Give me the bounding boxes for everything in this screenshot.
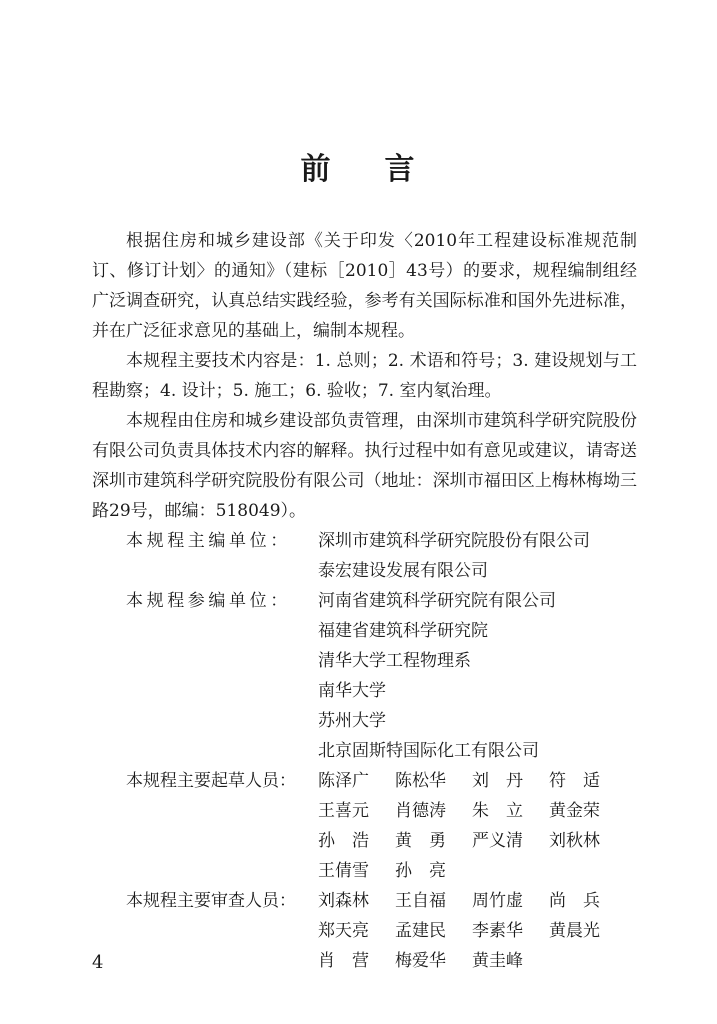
participating-units-row	[92, 586, 637, 616]
person-name: 黄圭峰	[472, 951, 523, 971]
person-name: 刘森林	[318, 891, 369, 911]
person-name: 陈松华	[395, 771, 446, 791]
participating-unit-item: 南华大学	[318, 681, 386, 701]
label-spacer	[92, 856, 318, 886]
name-list	[318, 826, 637, 856]
document-body	[92, 226, 637, 976]
participating-unit-item: 清华大学工程物理系	[318, 651, 471, 671]
reviewers-row	[92, 886, 637, 916]
participating-unit-item: 北京固斯特国际化工有限公司	[318, 741, 539, 761]
person-name: 孙 浩	[318, 831, 369, 851]
page-title	[0, 150, 717, 190]
label-spacer	[92, 556, 318, 586]
person-name: 王喜元	[318, 801, 369, 821]
reviewers-row	[92, 946, 637, 976]
chief-unit-item: 深圳市建筑科学研究院股份有限公司	[318, 531, 590, 551]
page-number: 4	[92, 952, 104, 973]
participating-units-section	[92, 586, 637, 766]
chief-units-label: 本规程主编单位：	[126, 531, 291, 551]
chief-units-section	[92, 526, 637, 586]
label-spacer	[92, 796, 318, 826]
person-name: 孙 亮	[395, 861, 446, 881]
paragraph-background: 根据住房和城乡建设部《关于印发〈2010年工程建设标准规范制订、修订计划〉的通知》（建标［2010］43号）的要求，规程编制组经广泛调查研究，认真总结实践经验，参考有关国际标准和国外先进标准，并在广泛征求意见的基础上，编制本规程。	[92, 231, 637, 341]
paragraph-contents: 本规程主要技术内容是：1. 总则；2. 术语和符号；3. 建设规划与工程勘察；4. 设计；5. 施工；6. 验收；7. 室内氡治理。	[92, 351, 637, 401]
participating-unit-item: 福建省建筑科学研究院	[318, 621, 488, 641]
title-char-2: 言	[384, 152, 417, 187]
label-spacer	[92, 646, 318, 676]
label-spacer	[92, 706, 318, 736]
person-name: 周竹虚	[472, 891, 523, 911]
drafters-row	[92, 856, 637, 886]
name-list	[318, 766, 637, 796]
person-name: 孟建民	[395, 921, 446, 941]
label-spacer	[92, 676, 318, 706]
participating-unit-item: 河南省建筑科学研究院有限公司	[318, 591, 556, 611]
name-list	[318, 886, 637, 916]
participating-units-row	[92, 706, 637, 736]
name-list	[318, 796, 637, 826]
person-name: 郑天亮	[318, 921, 369, 941]
participating-units-row	[92, 646, 637, 676]
person-name: 黄金荣	[549, 801, 600, 821]
drafters-section	[92, 766, 637, 886]
title-char-1: 前	[300, 152, 333, 187]
participating-units-row	[92, 676, 637, 706]
label-spacer	[92, 826, 318, 856]
chief-units-row	[92, 526, 637, 556]
person-name: 刘秋林	[549, 831, 600, 851]
chief-unit-item: 泰宏建设发展有限公司	[318, 561, 488, 581]
person-name: 王自福	[395, 891, 446, 911]
drafters-label: 本规程主要起草人员：	[126, 771, 296, 791]
person-name: 王倩雪	[318, 861, 369, 881]
person-name: 肖 营	[318, 951, 369, 971]
drafters-row	[92, 796, 637, 826]
drafters-row	[92, 826, 637, 856]
reviewers-label: 本规程主要审查人员：	[126, 891, 296, 911]
reviewers-section	[92, 886, 637, 976]
participating-unit-item: 苏州大学	[318, 711, 386, 731]
person-name: 朱 立	[472, 801, 523, 821]
person-name: 李素华	[472, 921, 523, 941]
person-name: 梅爱华	[395, 951, 446, 971]
label-spacer	[92, 916, 318, 946]
label-spacer	[92, 736, 318, 766]
reviewers-row	[92, 916, 637, 946]
participating-units-row	[92, 736, 637, 766]
person-name: 黄晨光	[549, 921, 600, 941]
label-spacer	[92, 946, 318, 976]
person-name: 尚 兵	[549, 891, 600, 911]
name-list	[318, 946, 637, 976]
label-spacer	[92, 616, 318, 646]
chief-units-row	[92, 556, 637, 586]
person-name: 陈泽广	[318, 771, 369, 791]
participating-units-row	[92, 616, 637, 646]
person-name: 肖德涛	[395, 801, 446, 821]
person-name: 严义清	[472, 831, 523, 851]
participating-units-label: 本规程参编单位：	[126, 591, 291, 611]
drafters-row	[92, 766, 637, 796]
name-list	[318, 916, 637, 946]
paragraph-management: 本规程由住房和城乡建设部负责管理，由深圳市建筑科学研究院股份有限公司负责具体技术内容的解释。执行过程中如有意见或建议，请寄送深圳市建筑科学研究院股份有限公司（地址：深圳市福田区上梅林梅坳三路29号，邮编：518049）。	[92, 411, 637, 521]
person-name: 符 适	[549, 771, 600, 791]
name-list	[318, 856, 637, 886]
person-name: 刘 丹	[472, 771, 523, 791]
person-name: 黄 勇	[395, 831, 446, 851]
